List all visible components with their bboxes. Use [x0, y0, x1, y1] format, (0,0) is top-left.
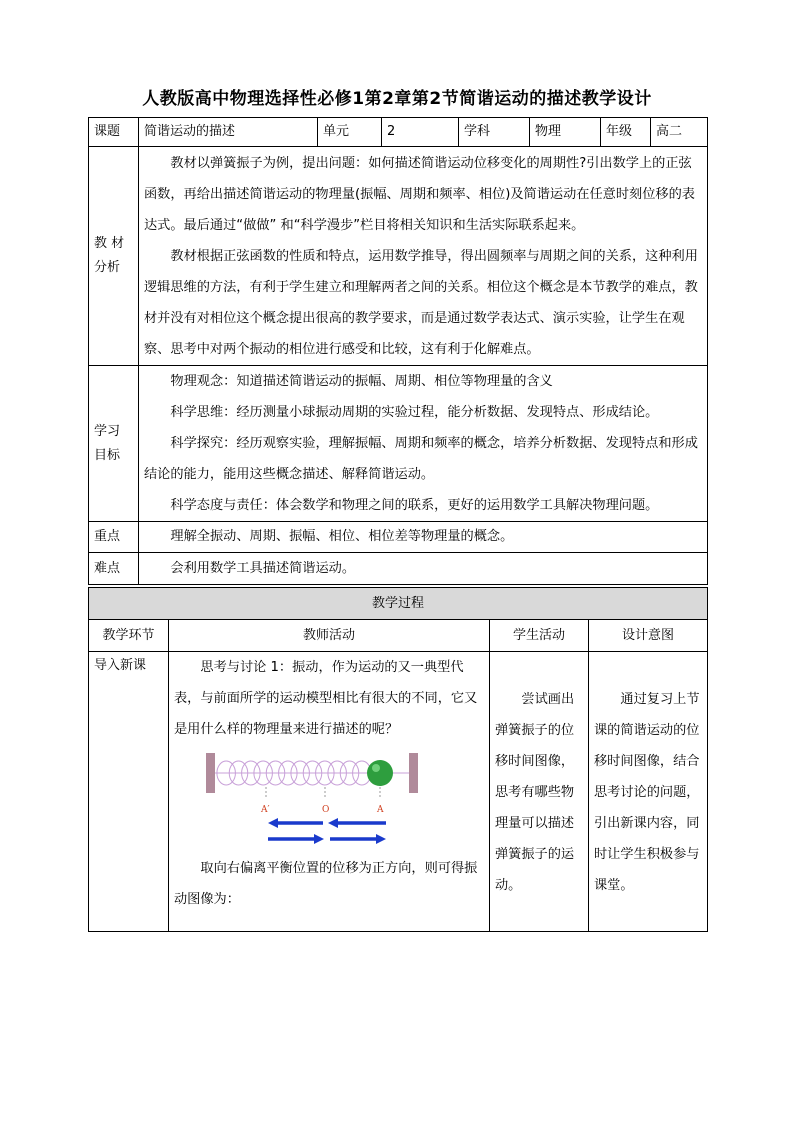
unit-value: 2	[382, 118, 459, 147]
goal-item-scientific-inquiry: 科学探究：经历观察实验，理解振幅、周期和频率的概念，培养分析数据、发现特点和形成结论的能力，能用这些概念描述、解释简谐运动。	[144, 436, 698, 482]
arrow-left-1-head-icon	[268, 818, 278, 828]
subject-label: 学科	[459, 118, 530, 147]
page-title: 人教版高中物理选择性必修1第2章第2节简谐运动的描述教学设计	[142, 89, 652, 109]
analysis-paragraph-1: 教材以弹簧振子为例，提出问题：如何描述简谐运动位移变化的周期性?引出数学上的正弦函数，再给出描述简谐运动的物理量(振幅、周期和频率、相位)及简谐运动在任意时刻位移的表达式。最后通过“做做” 和“科学漫步”栏目将相关知识和生活实际联系起来。	[144, 155, 695, 233]
label-a: A	[377, 805, 384, 815]
grade-value: 高二	[651, 118, 708, 147]
teacher-direction-text: 取向右偏离平衡位置的位移为正方向，则可得振动图像为：	[174, 861, 478, 907]
topic-label: 课题	[89, 118, 139, 147]
difficult-point-label: 难点	[89, 553, 139, 585]
design-intent-cell: 通过复习上节课的简谐运动的位移时间图像，结合思考讨论的问题，引出新课内容，同时让学生积极参与课堂。	[589, 652, 708, 932]
goals-content	[139, 366, 708, 522]
key-point-label: 重点	[89, 522, 139, 553]
spring-oscillator-diagram	[206, 751, 428, 849]
teaching-process-table	[88, 587, 708, 932]
label-o: O	[322, 805, 330, 815]
difficult-point-text: 会利用数学工具描述简谐运动。	[170, 560, 356, 576]
arrow-left-2-head-icon	[328, 818, 338, 828]
ball-icon	[367, 760, 393, 786]
label-a-prime: A′	[261, 805, 270, 815]
arrow-right-2-head-icon	[376, 834, 386, 844]
goal-item-scientific-attitude: 科学态度与责任：体会数学和物理之间的联系，更好的运用数学工具解决物理问题。	[170, 498, 659, 513]
column-header-student: 学生活动	[490, 620, 589, 652]
teacher-activity-cell	[169, 652, 490, 932]
process-header: 教学过程	[89, 588, 708, 620]
goal-item-physics-concept: 物理观念：知道描述简谐运动的振幅、周期、相位等物理量的含义	[170, 374, 553, 389]
teacher-discussion-text: 思考与讨论 1：振动，作为运动的又一典型代表，与前面所学的运动模型相比有很大的不同，它又是用什么样的物理量来进行描述的呢？	[174, 660, 478, 737]
lesson-info-table	[88, 117, 708, 585]
column-header-stage: 教学环节	[89, 620, 169, 652]
left-wall	[206, 753, 215, 793]
analysis-content	[139, 147, 708, 366]
key-point-value	[139, 522, 708, 553]
ball-highlight	[372, 764, 380, 772]
topic-value: 简谐运动的描述	[139, 118, 318, 147]
subject-value: 物理	[530, 118, 601, 147]
grade-label: 年级	[601, 118, 651, 147]
goal-item-scientific-thinking: 科学思维：经历测量小球振动周期的实验过程，能分析数据、发现特点、形成结论。	[170, 405, 659, 420]
arrow-right-1-head-icon	[314, 834, 324, 844]
difficult-point-value	[139, 553, 708, 585]
goals-label: 学习 目标	[89, 366, 139, 522]
analysis-paragraph-2: 教材根据正弦函数的性质和特点，运用数学推导，得出圆频率与周期之间的关系，这种利用逻辑思维的方法，有利于学生建立和理解两者之间的关系。相位这个概念是本节教学的难点，教材并没有对相位这个概念提出很高的教学要求，而是通过数学表达式、演示实验，让学生在观察、思考中对两个振动的相位进行感受和比较，这有利于化解难点。	[144, 248, 698, 357]
student-activity-cell: 尝试画出弹簧振子的位移时间图像，思考有哪些物理量可以描述弹簧振子的运动。	[490, 652, 589, 932]
column-header-intent: 设计意图	[589, 620, 708, 652]
analysis-label: 教 材 分析	[89, 147, 139, 366]
unit-label: 单元	[318, 118, 382, 147]
key-point-text: 理解全振动、周期、振幅、相位、相位差等物理量的概念。	[170, 529, 514, 544]
right-wall	[409, 753, 418, 793]
column-header-teacher: 教师活动	[169, 620, 490, 652]
stage-cell: 导入新课	[89, 652, 169, 932]
